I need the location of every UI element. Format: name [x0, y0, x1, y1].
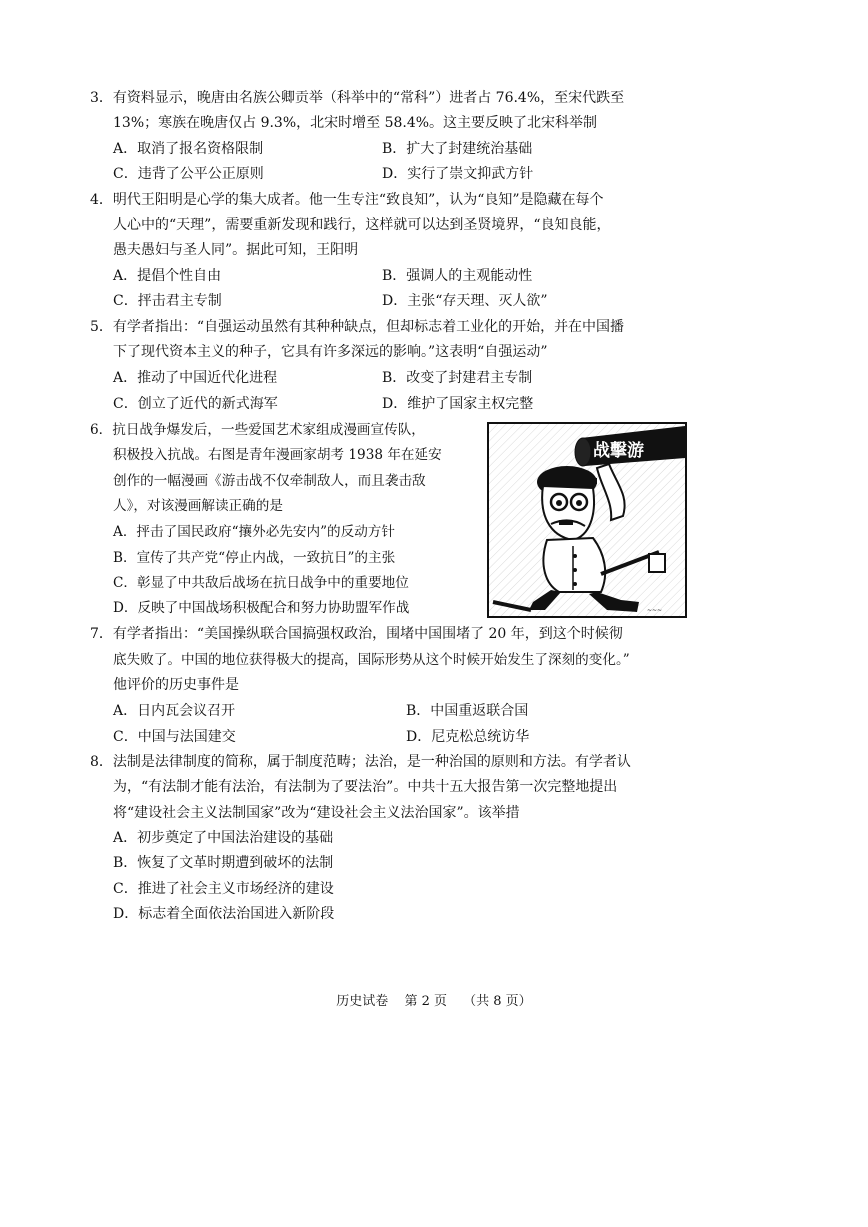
q4-option-a: A．提倡个性自由 — [113, 268, 222, 284]
q4-option-d: D．主张“存天理、灭人欲” — [382, 293, 548, 309]
q8-stem-line: 8．法制是法律制度的简称，属于制度范畴；法治，是一种治国的原则和方法。有学者认 — [90, 754, 631, 770]
cartoon-illustration — [487, 422, 687, 618]
q6-stem-line: 人》，对该漫画解读正确的是 — [113, 498, 283, 514]
q5-option-d: D．维护了国家主权完整 — [382, 396, 534, 412]
footer-total-pages: （共 8 页） — [463, 994, 532, 1009]
banner-text: 战擊游 — [593, 441, 644, 461]
q6-option-c: C．彰显了中共敌后战场在抗日战争中的重要地位 — [113, 575, 409, 591]
footer-subject: 历史试卷 — [336, 994, 389, 1009]
q7-option-c: C．中国与法国建交 — [113, 729, 236, 745]
q6-option-b: B．宣传了共产党“停止内战，一致抗日”的主张 — [113, 550, 396, 566]
q6-stem-line: 积极投入抗战。右图是青年漫画家胡考 1938 年在延安 — [113, 447, 442, 463]
q6-option-a: A．抨击了国民政府“攘外必先安内”的反动方针 — [113, 524, 395, 540]
q5-stem-line: 5．有学者指出：“自强运动虽然有其种种缺点，但却标志着工业化的开始，并在中国播 — [90, 319, 625, 335]
page-footer — [0, 992, 868, 1012]
q7-option-a: A．日内瓦会议召开 — [113, 703, 236, 719]
q7-stem-line: 7．有学者指出：“美国操纵联合国搞强权政治，围堵中国围堵了 20 年，到这个时候彻 — [90, 626, 623, 642]
q3-option-b: B．扩大了封建统治基础 — [382, 141, 533, 157]
q5-option-b: B．改变了封建君主专制 — [382, 370, 533, 386]
q3-stem-line: 3．有资料显示，晚唐由名族公卿贡举（科举中的“常科”）进者占 76.4%，至宋代跌至 — [90, 90, 625, 106]
cartoon-drawing — [489, 424, 685, 616]
q8-option-b: B．恢复了文革时期遭到破坏的法制 — [113, 855, 334, 871]
svg-text:~~~: ~~~ — [647, 607, 663, 614]
q5-stem-line: 下了现代资本主义的种子，它具有许多深远的影响。”这表明“自强运动” — [113, 344, 548, 360]
q8-option-a: A．初步奠定了中国法治建设的基础 — [113, 830, 334, 846]
q3-stem-line: 13%；寒族在晚唐仅占 9.3%，北宋时增至 58.4%。这主要反映了北宋科举制 — [113, 115, 598, 131]
q7-stem-line: 他评价的历史事件是 — [113, 677, 239, 693]
q8-option-c: C．推进了社会主义市场经济的建设 — [113, 881, 334, 897]
q4-option-b: B．强调人的主观能动性 — [382, 268, 533, 284]
q5-option-c: C．创立了近代的新式海军 — [113, 396, 278, 412]
q8-stem-line: 为，“有法制才能有法治，有法制为了要法治”。中共十五大报告第一次完整地提出 — [113, 779, 618, 795]
q3-option-a: A．取消了报名资格限制 — [113, 141, 264, 157]
footer-page-number: 第 2 页 — [404, 994, 447, 1009]
q4-option-c: C．抨击君主专制 — [113, 293, 222, 309]
q7-option-d: D．尼克松总统访华 — [406, 729, 530, 745]
q3-option-c: C．违背了公平公正原则 — [113, 166, 264, 182]
q6-option-d: D．反映了中国战场积极配合和努力协助盟军作战 — [113, 600, 410, 616]
q7-option-b: B．中国重返联合国 — [406, 703, 529, 719]
q4-stem-line: 4．明代王阳明是心学的集大成者。他一生专注“致良知”，认为“良知”是隐藏在每个 — [90, 192, 604, 208]
q6-stem-line: 6．抗日战争爆发后，一些爱国艺术家组成漫画宣传队， — [90, 422, 425, 438]
q8-option-d: D．标志着全面依法治国进入新阶段 — [113, 906, 335, 922]
q7-stem-line: 底失败了。中国的地位获得极大的提高，国际形势从这个时候开始发生了深刻的变化。” — [113, 652, 630, 668]
q4-stem-line: 人心中的“天理”，需要重新发现和践行，这样就可以达到圣贤境界，“良知良能， — [113, 217, 611, 233]
q8-stem-line: 将“建设社会主义法制国家”改为“建设社会主义法治国家”。该举措 — [113, 805, 520, 821]
q5-option-a: A．推动了中国近代化进程 — [113, 370, 278, 386]
q4-stem-line: 愚夫愚妇与圣人同”。据此可知，王阳明 — [113, 242, 359, 258]
q6-stem-line: 创作的一幅漫画《游击战不仅牵制敌人，而且袭击敌 — [113, 473, 426, 489]
q3-option-d: D．实行了崇文抑武方针 — [382, 166, 534, 182]
